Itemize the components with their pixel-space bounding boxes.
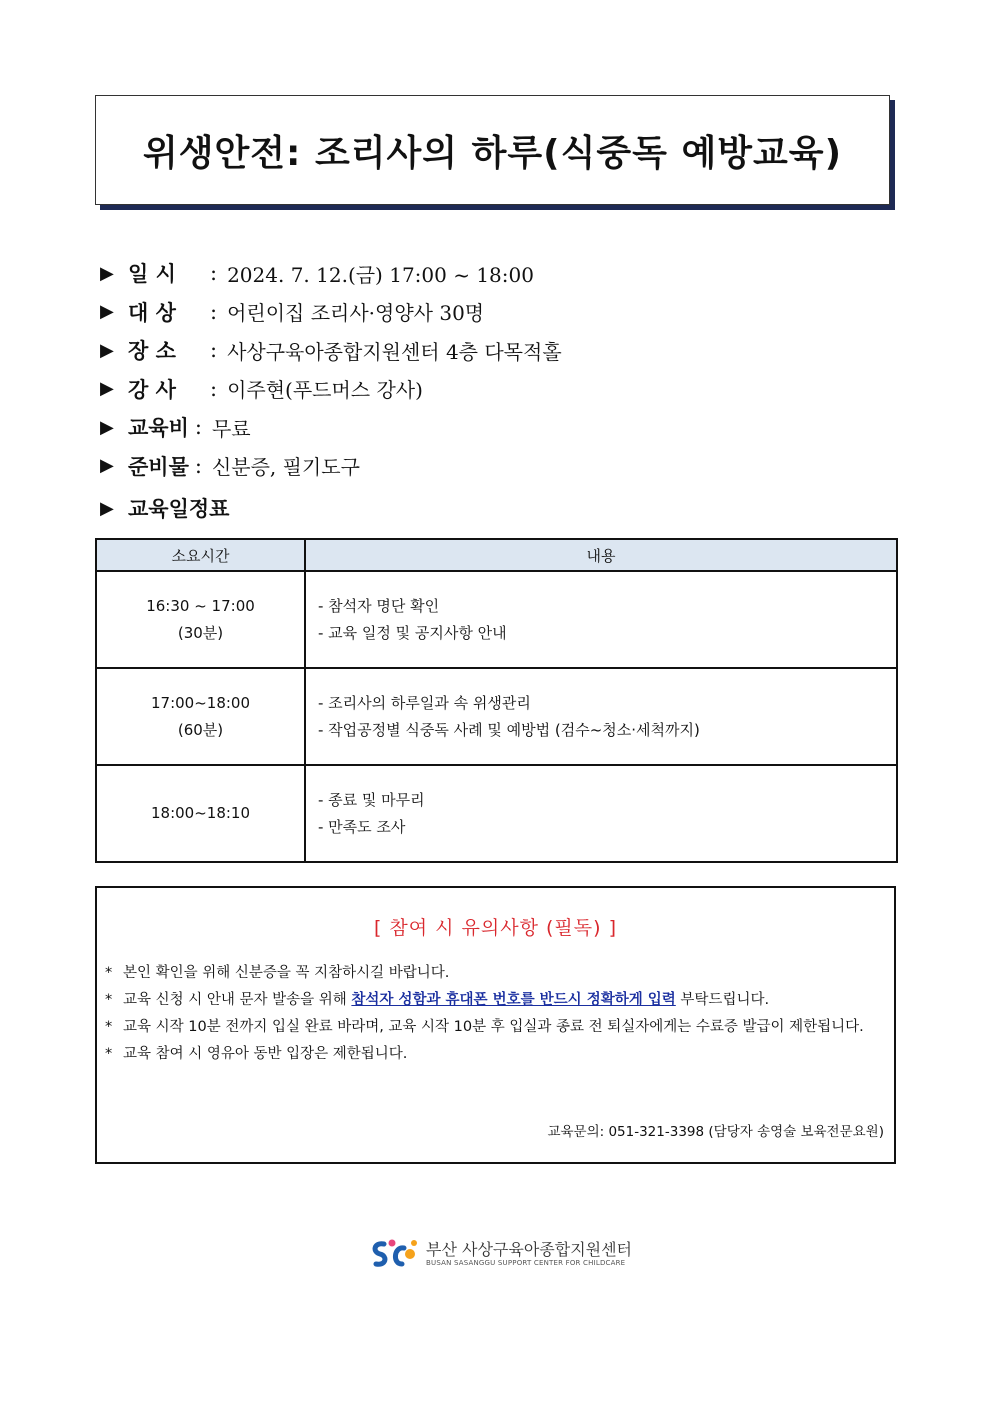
bullet-icon: * — [105, 992, 113, 1008]
info-value: 신분증, 필기도구 — [211, 455, 360, 480]
arrow-icon: ▶ — [100, 262, 114, 284]
info-label: 교육비 — [128, 415, 189, 441]
notice-list — [105, 960, 887, 1068]
bullet-icon: * — [105, 1019, 113, 1035]
table-header-row — [96, 539, 897, 571]
bullet-icon: * — [105, 965, 113, 981]
time-cell: 18:00~18:10 — [96, 765, 305, 862]
content-cell: - 참석자 명단 확인 - 교육 일정 및 공지사항 안내 — [305, 571, 897, 668]
notice-item: * 교육 시작 10분 전까지 입실 완료 바라며, 교육 시작 10분 후 입실과 종료 전 퇴실자에게는 수료증 발급이 제한됩니다. — [105, 1014, 887, 1041]
schedule-table — [95, 538, 898, 863]
notice-item: * 본인 확인을 위해 신분증을 꼭 지참하시길 바랍니다. — [105, 960, 887, 987]
footer-logo — [370, 1236, 632, 1272]
arrow-icon: ▶ — [100, 339, 114, 361]
notice-item: * 교육 참여 시 영유아 동반 입장은 제한됩니다. — [105, 1041, 887, 1068]
arrow-icon: ▶ — [100, 455, 114, 477]
header-time: 소요시간 — [96, 539, 305, 571]
notice-box — [95, 886, 896, 1164]
content-cell: - 조리사의 하루일과 속 위생관리 - 작업공정별 식중독 사례 및 예방법 (검수~청소·세척까지) — [305, 668, 897, 765]
arrow-icon: ▶ — [100, 416, 114, 438]
schedule-heading: 교육일정표 — [128, 496, 230, 522]
org-name-en: BUSAN SASANGGU SUPPORT CENTER FOR CHILDCARE — [426, 1259, 626, 1267]
info-label: 준비물 — [128, 453, 189, 479]
notice-title: [ 참여 시 유의사항 (필독) ] — [373, 917, 618, 939]
time-cell: 16:30 ~ 17:00 (30분) — [96, 571, 305, 668]
arrow-icon: ▶ — [100, 301, 114, 323]
info-value: 어린이집 조리사·영양사 30명 — [227, 301, 485, 326]
table-row — [96, 668, 897, 765]
table-row — [96, 571, 897, 668]
center-logo-icon — [370, 1236, 420, 1272]
info-list — [100, 254, 900, 528]
content-cell: - 종료 및 마무리 - 만족도 조사 — [305, 765, 897, 862]
info-row-place: ▶ 장 소 : 사상구육아종합지원센터 4층 다목적홀 — [100, 331, 900, 370]
info-label: 대 상 — [128, 299, 176, 325]
info-row-supplies: ▶ 준비물 : 신분증, 필기도구 — [100, 447, 900, 486]
emphasis-text: 참석자 성함과 휴대폰 번호를 반드시 정확하게 입력 — [351, 992, 676, 1008]
arrow-icon: ▶ — [100, 497, 114, 519]
info-row-instructor: ▶ 강 사 : 이주현(푸드머스 강사) — [100, 370, 900, 409]
info-value: 사상구육아종합지원센터 4층 다목적홀 — [227, 339, 562, 364]
info-row-fee: ▶ 교육비 : 무료 — [100, 408, 900, 447]
arrow-icon: ▶ — [100, 378, 114, 400]
contact-info: 교육문의: 051-321-3398 (담당자 송영술 보육전문요원) — [547, 1124, 884, 1140]
org-name-ko: 부산 사상구육아종합지원센터 — [426, 1240, 633, 1259]
info-label: 장 소 — [128, 338, 176, 364]
info-label: 강 사 — [128, 376, 176, 402]
info-value: 2024. 7. 12.(금) 17:00 ~ 18:00 — [227, 262, 534, 287]
info-row-target: ▶ 대 상 : 어린이집 조리사·영양사 30명 — [100, 293, 900, 332]
page-title: 위생안전: 조리사의 하루(식중독 예방교육) — [142, 132, 843, 174]
bullet-icon: * — [105, 1046, 113, 1062]
info-row-schedule-heading — [100, 489, 900, 528]
info-value: 무료 — [211, 416, 251, 441]
table-row — [96, 765, 897, 862]
time-cell: 17:00~18:00 (60분) — [96, 668, 305, 765]
info-label: 일 시 — [128, 261, 176, 287]
info-value: 이주현(푸드머스 강사) — [227, 378, 423, 403]
info-row-date: ▶ 일 시 : 2024. 7. 12.(금) 17:00 ~ 18:00 — [100, 254, 900, 293]
header-content: 내용 — [305, 539, 897, 571]
notice-item: * 교육 신청 시 안내 문자 발송을 위해 참석자 성함과 휴대폰 번호를 반드시 정확하게 입력 부탁드립니다. — [105, 987, 887, 1014]
title-box — [95, 95, 890, 205]
